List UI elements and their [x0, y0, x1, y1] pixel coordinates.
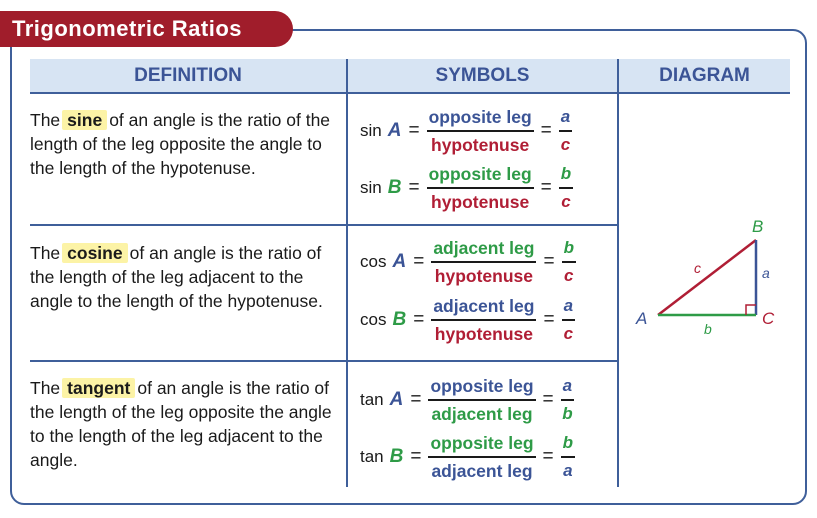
definition-text: of an angle is the ratio of the length of the leg opposite the angle to the length of the hypotenuse. — [30, 110, 331, 178]
symbol-denominator: b — [562, 404, 573, 423]
definition-text: The — [30, 110, 61, 130]
vertex-c-label: C — [762, 309, 775, 328]
header-definition: DEFINITION — [30, 59, 346, 93]
column-divider-1 — [346, 59, 348, 487]
definition-cosine — [30, 241, 345, 313]
definition-text: of an angle is the ratio of the length of the leg opposite the angle to the length of the leg adjacent to the angle. — [30, 378, 332, 470]
fraction-numerator: opposite leg — [427, 106, 534, 132]
symbol-numerator: a — [562, 295, 575, 321]
header-divider — [30, 92, 790, 94]
fraction-denominator: adjacent leg — [431, 461, 533, 481]
fraction-numerator: opposite leg — [427, 163, 534, 189]
side-c-label: c — [694, 260, 701, 276]
symbol-numerator: b — [559, 163, 573, 189]
angle-variable: B — [392, 309, 407, 330]
fraction-denominator: hypotenuse — [431, 135, 530, 155]
symbol-numerator: a — [561, 375, 574, 401]
header-symbols: SYMBOLS — [348, 59, 617, 93]
hypotenuse-line — [658, 240, 756, 315]
row-divider-2 — [30, 360, 617, 362]
angle-variable: B — [387, 177, 402, 198]
fraction-numerator: adjacent leg — [431, 295, 536, 321]
symbol-numerator: b — [561, 432, 575, 458]
definition-text: The — [30, 378, 61, 398]
definition-sine — [30, 108, 345, 180]
side-b-label: b — [704, 321, 712, 337]
definition-tangent — [30, 376, 345, 472]
symbol-denominator: c — [563, 324, 574, 343]
fraction-numerator: adjacent leg — [431, 237, 536, 263]
equation-sin-b: sin B = $\frac{\text{opposite leg}}{\text{hypotenuse}}$ = $\frac{b}{c}$ — [360, 164, 572, 212]
definition-text: of an angle is the ratio of the length of the leg adjacent to the angle to the length of the hypotenuse. — [30, 243, 323, 311]
function-name: cos — [360, 310, 387, 329]
header-diagram: DIAGRAM — [619, 59, 790, 93]
equation-sin-a: sin A = $\frac{\text{opposite leg}}{\text{hypotenuse}}$ = $\frac{a}{c}$ — [360, 107, 571, 155]
fraction-denominator: hypotenuse — [434, 266, 533, 286]
term-sine: sine — [62, 110, 107, 130]
angle-variable: B — [389, 446, 404, 467]
function-name: sin — [360, 121, 382, 140]
equation-tan-b: tan B = $\frac{\text{opposite leg}}{\text{adjacent leg}}$ = $\frac{b}{a}$ — [360, 433, 574, 481]
side-a-label: a — [762, 265, 770, 281]
vertex-b-label: B — [752, 217, 764, 236]
angle-variable: A — [389, 389, 404, 410]
function-name: cos — [360, 252, 387, 271]
fraction-denominator: hypotenuse — [431, 192, 530, 212]
fraction-denominator: hypotenuse — [434, 324, 533, 344]
function-name: sin — [360, 178, 382, 197]
symbol-denominator: a — [563, 461, 573, 480]
angle-variable: A — [387, 120, 402, 141]
definition-text: The — [30, 243, 61, 263]
equation-cos-b: cos B = $\frac{\text{adjacent leg}}{\text{hypotenuse}}$ = $\frac{a}{c}$ — [360, 296, 574, 344]
function-name: tan — [360, 390, 384, 409]
symbol-numerator: a — [559, 106, 572, 132]
right-triangle-diagram — [620, 200, 790, 350]
angle-variable: A — [392, 251, 407, 272]
title-tab — [0, 11, 293, 47]
symbol-denominator: c — [561, 192, 571, 211]
symbol-denominator: c — [560, 135, 571, 154]
fraction-denominator: adjacent leg — [431, 404, 533, 424]
function-name: tan — [360, 447, 384, 466]
column-divider-2 — [617, 59, 619, 487]
vertex-a-label: A — [636, 309, 648, 328]
row-divider-1 — [30, 224, 617, 226]
page-title: Trigonometric Ratios — [12, 16, 243, 41]
symbol-numerator: b — [562, 237, 576, 263]
right-angle-marker — [746, 305, 756, 315]
equation-tan-a: tan A = $\frac{\text{opposite leg}}{\text{adjacent leg}}$ = $\frac{a}{b}$ — [360, 376, 573, 424]
fraction-numerator: opposite leg — [428, 375, 535, 401]
symbol-denominator: c — [564, 266, 574, 285]
term-tangent: tangent — [62, 378, 135, 398]
equation-cos-a: cos A = $\frac{\text{adjacent leg}}{\text{hypotenuse}}$ = $\frac{b}{c}$ — [360, 238, 574, 286]
term-cosine: cosine — [62, 243, 127, 263]
fraction-numerator: opposite leg — [428, 432, 535, 458]
